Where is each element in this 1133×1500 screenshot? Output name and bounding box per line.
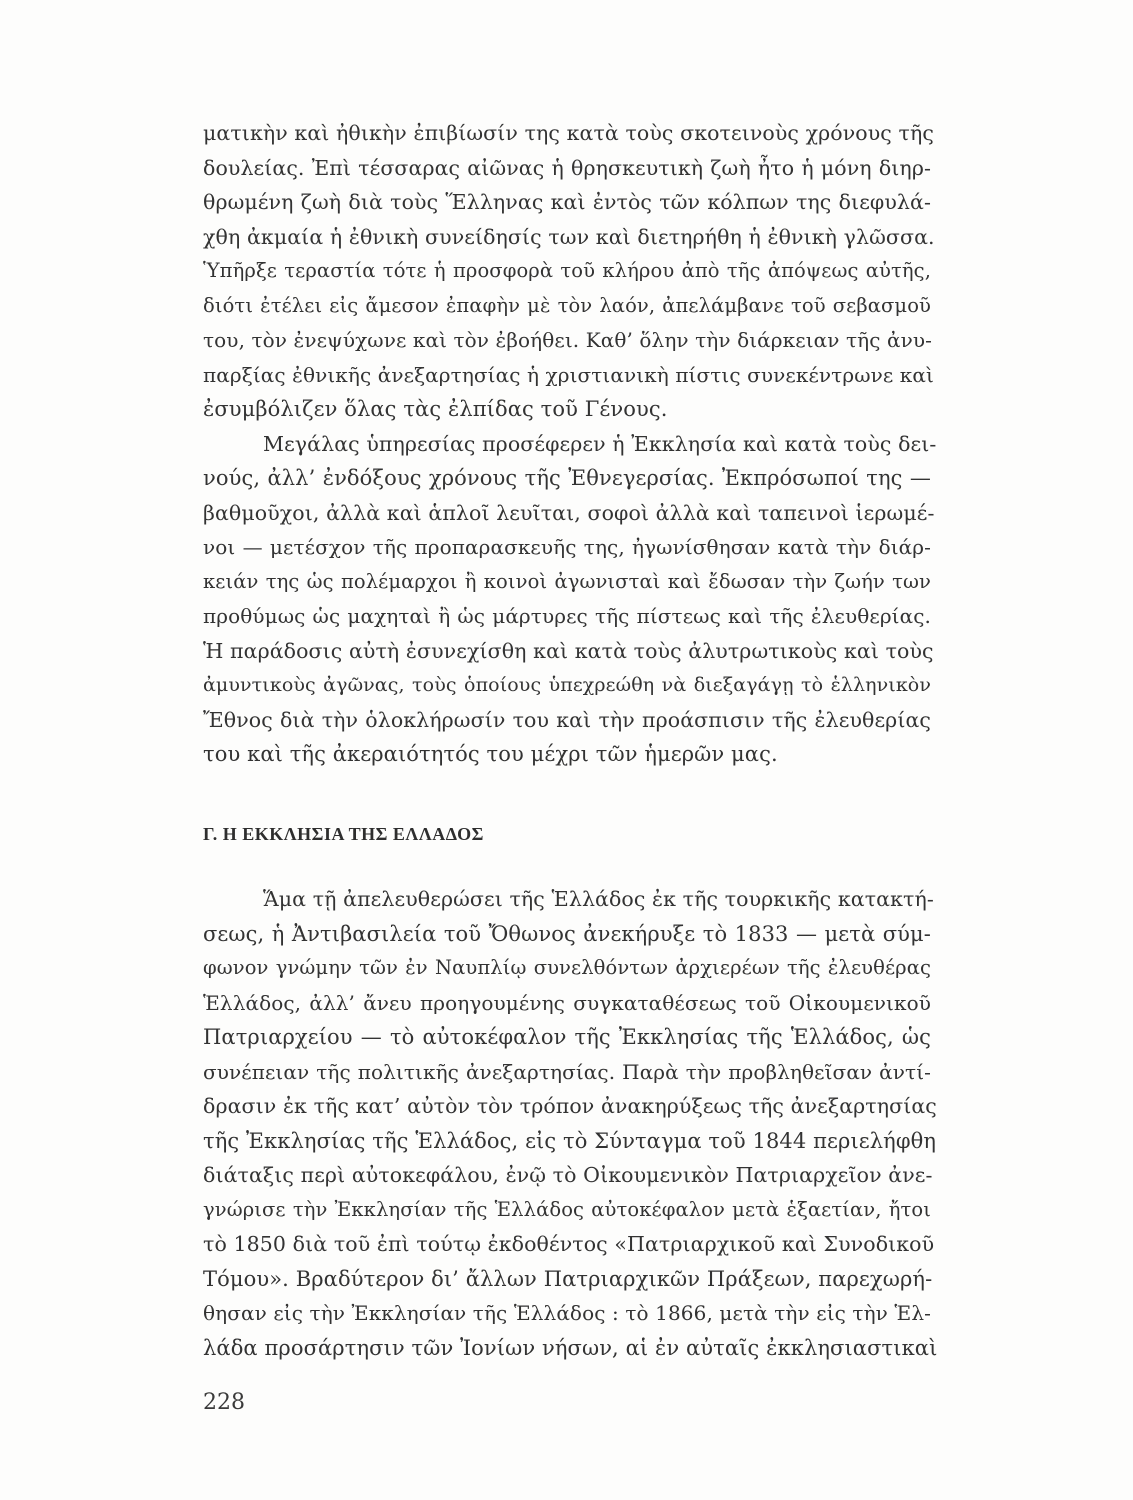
text-line: διάταξις περὶ αὐτοκεφάλου, ἐνῷ τὸ Οἰκουμενικὸν Πατριαρχεῖον ἀνε- bbox=[203, 1163, 933, 1187]
page-number: 228 bbox=[203, 1390, 245, 1415]
text-line: Μεγάλας ὑπηρεσίας προσέφερεν ἡ Ἐκκλησία καὶ κατὰ τοὺς δει- bbox=[263, 431, 937, 456]
text-line: Ἅμα τῇ ἀπελευθερώσει τῆς Ἑλλάδος ἐκ τῆς τουρκικῆς κατακτή- bbox=[263, 887, 934, 911]
text-line: σεως, ἡ Ἀντιβασιλεία τοῦ Ὄθωνος ἀνεκήρυξε τὸ 1833 — μετὰ σύμ- bbox=[203, 921, 931, 946]
text-line: θησαν εἰς τὴν Ἐκκλησίαν τῆς Ἑλλάδος : τὸ 1866, μετὰ τὴν εἰς τὴν Ἑλ- bbox=[203, 1301, 931, 1325]
text-line: δρασιν ἐκ τῆς κατ’ αὐτὸν τὸν τρόπον ἀνακηρύξεως τῆς ἀνεξαρτησίας bbox=[203, 1094, 937, 1118]
text-line: δουλείας. Ἐπὶ τέσσαρας αἰῶνας ἡ θρησκευτικὴ ζωὴ ἦτο ἡ μόνη διηρ- bbox=[203, 155, 931, 180]
text-line: τῆς Ἐκκλησίας τῆς Ἑλλάδος, εἰς τὸ Σύνταγμα τοῦ 1844 περιελήφθη bbox=[203, 1128, 937, 1153]
text-line: λάδα προσάρτησιν τῶν Ἰονίων νήσων, αἱ ἐν αὐταῖς ἐκκλησιαστικαὶ bbox=[203, 1335, 938, 1360]
text-line: νοι — μετέσχον τῆς προπαρασκευῆς της, ἠγωνίσθησαν κατὰ τὴν διάρ- bbox=[203, 535, 931, 559]
text-line: Πατριαρχείου — τὸ αὐτοκέφαλον τῆς Ἐκκλησίας τῆς Ἑλλάδος, ὡς bbox=[203, 1025, 931, 1049]
text-line: θρωμένη ζωὴ διὰ τοὺς Ἕλληνας καὶ ἐντὸς τῶν κόλπων της διεφυλά- bbox=[203, 190, 931, 214]
text-line: Ἡ παράδοσις αὐτὴ ἐσυνεχίσθη καὶ κατὰ τοὺς ἀλυτρωτικοὺς καὶ τοὺς bbox=[203, 638, 934, 663]
text-line: κειάν της ὡς πολέμαρχοι ἢ κοινοὶ ἀγωνισταὶ καὶ ἔδωσαν τὴν ζωήν των bbox=[203, 569, 931, 593]
text-line: ματικὴν καὶ ἠθικὴν ἐπιβίωσίν της κατὰ τοὺς σκοτεινοὺς χρόνους τῆς bbox=[203, 121, 934, 145]
text-line: προθύμως ὡς μαχηταὶ ἢ ὡς μάρτυρες τῆς πίστεως καὶ τῆς ἐλευθερίας. bbox=[203, 604, 931, 628]
text-line: χθη ἀκμαία ἡ ἐθνικὴ συνείδησίς των καὶ διετηρήθη ἡ ἐθνικὴ γλῶσσα. bbox=[203, 224, 935, 249]
text-line: του καὶ τῆς ἀκεραιότητός του μέχρι τῶν ἡμερῶν μας. bbox=[203, 742, 778, 766]
text-line: παρξίας ἐθνικῆς ἀνεξαρτησίας ἡ χριστιανικὴ πίστις συνεκέντρωνε καὶ bbox=[203, 362, 934, 387]
text-line: νούς, ἀλλ’ ἐνδόξους χρόνους τῆς Ἐθνεγερσίας. Ἐκπρόσωποί της — bbox=[203, 466, 931, 490]
paragraphs-section-b bbox=[203, 116, 937, 772]
text-line: γνώρισε τὴν Ἐκκλησίαν τῆς Ἑλλάδος αὐτοκέφαλον μετὰ ἑξαετίαν, ἤτοι bbox=[203, 1197, 931, 1221]
text-line: συνέπειαν τῆς πολιτικῆς ἀνεξαρτησίας. Παρὰ τὴν προβληθεῖσαν ἀντί- bbox=[203, 1059, 931, 1084]
text-line: Ὑπῆρξε τεραστία τότε ἡ προσφορὰ τοῦ κλήρου ἀπὸ τῆς ἀπόψεως αὐτῆς, bbox=[203, 259, 931, 282]
text-line: τὸ 1850 διὰ τοῦ ἐπὶ τούτῳ ἐκδοθέντος «Πατριαρχικοῦ καὶ Συνοδικοῦ bbox=[203, 1232, 935, 1256]
text-line: Τόμου». Βραδύτερον δι’ ἄλλων Πατριαρχικῶν Πράξεων, παρεχωρή- bbox=[203, 1266, 933, 1291]
text-line: βαθμοῦχοι, ἀλλὰ καὶ ἁπλοῖ λευῖται, σοφοὶ ἀλλὰ καὶ ταπεινοὶ ἱερωμέ- bbox=[203, 500, 935, 525]
text-line: διότι ἐτέλει εἰς ἄμεσον ἐπαφὴν μὲ τὸν λαόν, ἀπελάμβανε τοῦ σεβασμοῦ bbox=[203, 293, 931, 317]
text-line: Ἔθνος διὰ τὴν ὁλοκλήρωσίν του καὶ τὴν προάσπισιν τῆς ἐλευθερίας bbox=[203, 707, 931, 732]
paragraphs-section-c bbox=[203, 882, 938, 1365]
text-line: του, τὸν ἐνεψύχωνε καὶ τὸν ἐβοήθει. Καθ’ ὅλην τὴν διάρκειαν τῆς ἀνυ- bbox=[203, 328, 932, 352]
text-line: Ἑλλάδος, ἀλλ’ ἄνευ προηγουμένης συγκαταθέσεως τοῦ Οἰκουμενικοῦ bbox=[203, 990, 931, 1015]
text-line: φωνον γνώμην τῶν ἐν Ναυπλίῳ συνελθόντων ἀρχιερέων τῆς ἐλευθέρας bbox=[203, 956, 931, 979]
text-line: ἀμυντικοὺς ἀγῶνας, τοὺς ὁποίους ὑπεχρεώθη νὰ διεξαγάγῃ τὸ ἑλληνικὸν bbox=[203, 674, 931, 696]
text-line: ἐσυμβόλιζεν ὅλας τὰς ἐλπίδας τοῦ Γένους. bbox=[203, 397, 668, 421]
section-heading: Γ. Η ΕΚΚΛΗΣΙΑ ΤΗΣ ΕΛΛΑΔΟΣ bbox=[203, 824, 484, 844]
